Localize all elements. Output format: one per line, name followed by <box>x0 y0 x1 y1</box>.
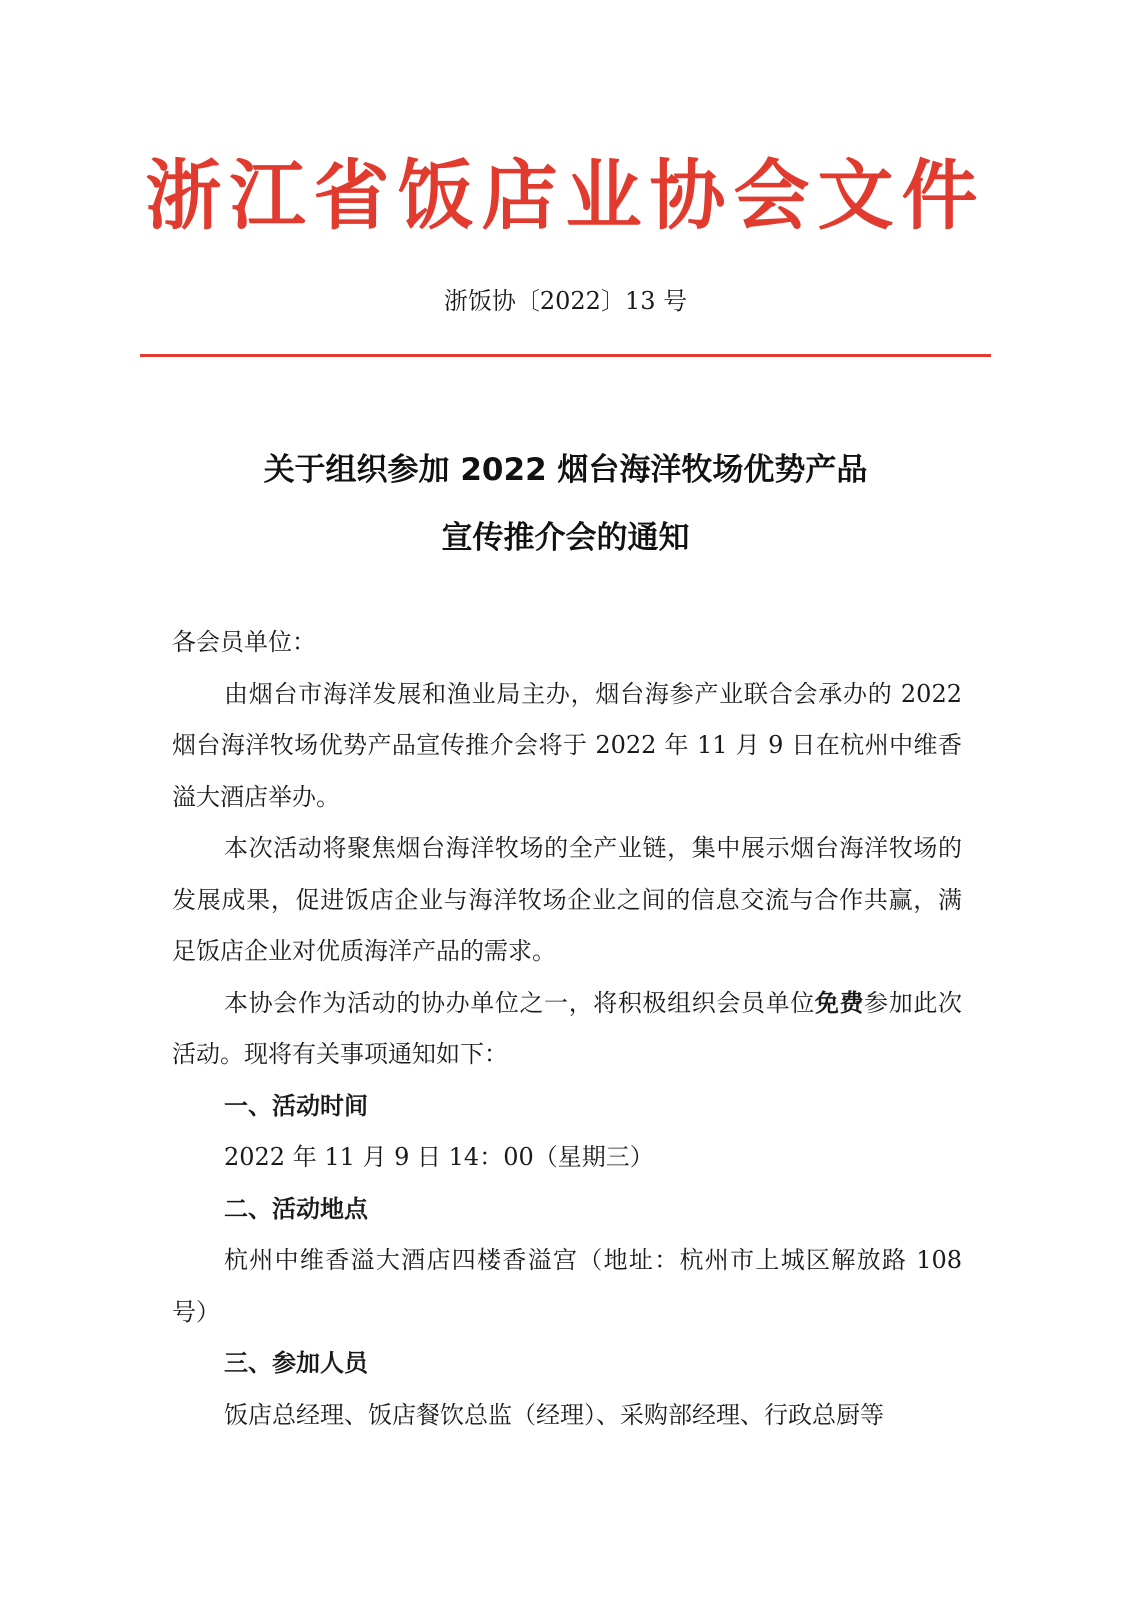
organization-header-title: 浙江省饭店业协会文件 <box>145 151 986 240</box>
paragraph-event-intro: 由烟台市海洋发展和渔业局主办，烟台海参产业联合会承办的 2022 烟台海洋牧场优势产品宣传推介会将于 2022 年 11 月 9 日在杭州中维香溢大酒店举办。 <box>172 679 962 811</box>
notice-body <box>172 617 962 1441</box>
section-content-participants: 饭店总经理、饭店餐饮总监（经理）、采购部经理、行政总厨等 <box>224 1400 884 1429</box>
section-content-location: 杭州中维香溢大酒店四楼香溢宫（地址：杭州市上城区解放路 108 号） <box>172 1246 962 1326</box>
paragraph-event-purpose: 本次活动将聚焦烟台海洋牧场的全产业链，集中展示烟台海洋牧场的发展成果，促进饭店企业与海洋牧场企业之间的信息交流与合作共赢，满足饭店企业对优质海洋产品的需求。 <box>172 834 962 965</box>
header-divider <box>140 354 991 357</box>
notice-title-line-1: 关于组织参加 2022 烟台海洋牧场优势产品 <box>263 452 868 488</box>
section-heading-participants: 三、参加人员 <box>224 1349 368 1377</box>
paragraph-text-before: 本协会作为活动的协办单位之一，将积极组织会员单位 <box>224 988 815 1017</box>
salutation: 各会员单位： <box>172 628 316 656</box>
section-content-time: 2022 年 11 月 9 日 14：00（星期三） <box>224 1143 654 1171</box>
section-heading-time: 一、活动时间 <box>224 1091 368 1120</box>
notice-title <box>0 436 1131 572</box>
document-number: 浙饭协〔2022〕13 号 <box>443 287 688 315</box>
free-emphasis: 免费 <box>814 988 865 1017</box>
section-heading-location: 二、活动地点 <box>224 1194 368 1223</box>
paragraph-association-role <box>172 978 962 1081</box>
notice-title-line-2: 宣传推介会的通知 <box>441 520 690 556</box>
paragraph-text-after: 参加此次活动。现将有关事项通知如下： <box>172 988 963 1068</box>
